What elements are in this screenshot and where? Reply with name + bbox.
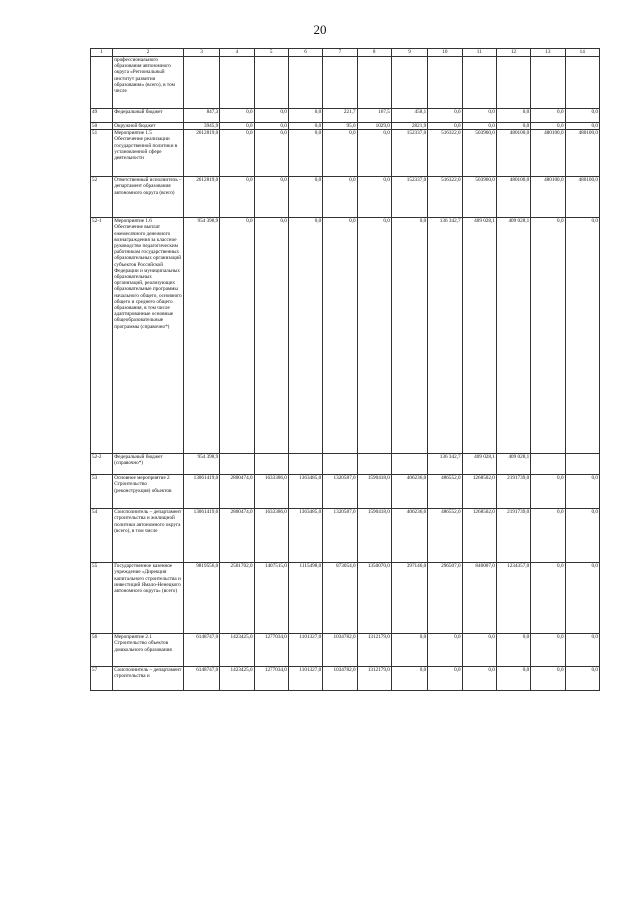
value-cell	[428, 57, 462, 109]
value-cell: 1363485,0	[288, 509, 322, 563]
column-number: 3	[183, 49, 219, 57]
column-number-row	[91, 49, 600, 57]
value-cell: 0,0	[254, 218, 288, 454]
value-cell: 1407515,0	[254, 563, 288, 634]
value-cell	[565, 454, 599, 475]
value-cell: 954 398,9	[183, 454, 219, 475]
value-cell: 1350070,0	[357, 563, 391, 634]
value-cell: 9819556,0	[183, 563, 219, 634]
value-cell: 136 342,7	[428, 218, 462, 454]
row-number: 49	[91, 109, 113, 123]
column-number: 8	[357, 49, 391, 57]
row-name: Ответственный исполнитель – департамент образования автономного округа (всего)	[113, 177, 184, 218]
value-cell: 486552,0	[428, 475, 462, 509]
value-cell: 1268502,0	[462, 509, 496, 563]
value-cell: 480100,0	[531, 130, 565, 177]
value-cell: 873054,0	[323, 563, 357, 634]
value-cell	[220, 57, 254, 109]
value-cell: 480100,0	[565, 177, 599, 218]
value-cell: 486552,0	[428, 509, 462, 563]
value-cell: 409 028,1	[462, 218, 496, 454]
value-cell: 406236,0	[391, 475, 427, 509]
row-name: Основное мероприятие 2 Строительство (реконструкция) объектов	[113, 475, 184, 509]
value-cell	[531, 57, 565, 109]
value-cell: 0,0	[428, 123, 462, 130]
row-number: 52-1	[91, 218, 113, 454]
value-cell: 2191739,0	[496, 475, 530, 509]
value-cell: 0,0	[220, 109, 254, 123]
value-cell: 1034782,0	[323, 634, 357, 667]
table-row	[91, 218, 600, 454]
value-cell: 0,0	[357, 130, 391, 177]
value-cell: 0,0	[531, 109, 565, 123]
row-name: Соисполнитель – департамент строительства и жилищной политики автономного округа (всего), в том числе	[113, 509, 184, 563]
value-cell: 0,0	[531, 218, 565, 454]
value-cell	[220, 454, 254, 475]
value-cell	[391, 57, 427, 109]
value-cell	[288, 454, 322, 475]
value-cell: 516322,0	[428, 130, 462, 177]
value-cell: 0,0	[565, 218, 599, 454]
row-name: профессионального образования автономного округа «Региональный институт развития образования» (всего), в том числе	[113, 57, 184, 109]
value-cell: 0,0	[496, 634, 530, 667]
value-cell: 1320587,0	[323, 475, 357, 509]
value-cell: 0,0	[531, 123, 565, 130]
table-row	[91, 109, 600, 123]
value-cell: 0,0	[391, 634, 427, 667]
row-number	[91, 57, 113, 109]
value-cell: 0,0	[391, 218, 427, 454]
value-cell: 95,0	[323, 123, 357, 130]
value-cell: 1590418,0	[357, 475, 391, 509]
value-cell: 0,0	[288, 109, 322, 123]
value-cell: 152337,0	[391, 130, 427, 177]
row-name: Окружной бюджет	[113, 123, 184, 130]
column-number: 14	[565, 49, 599, 57]
value-cell: 0,0	[357, 218, 391, 454]
table-row	[91, 177, 600, 218]
value-cell: 0,0	[357, 177, 391, 218]
value-cell	[288, 57, 322, 109]
row-name: Мероприятие 2.1 Строительство объектов дошкольного образования	[113, 634, 184, 667]
row-name: Мероприятие 1.6 Обеспечение выплат ежемесячного денежного вознаграждения за классное руководство педагогическим работникам государственных образовательных организаций субъектов Российской Федерации и муниципальных образовательных организаций, реализующих образовательные программы начального общего, основного общего и среднего общего образования, в том числе адаптированные основные общеобразовательные программы (справочно*)	[113, 218, 184, 454]
value-cell: 1277034,0	[254, 667, 288, 691]
value-cell: 0,0	[531, 475, 565, 509]
value-cell: 0,0	[531, 667, 565, 691]
value-cell: 0,0	[288, 177, 322, 218]
value-cell: 3945,9	[183, 123, 219, 130]
value-cell: 840007,0	[462, 563, 496, 634]
value-cell: 0,0	[462, 667, 496, 691]
value-cell: 0,0	[254, 109, 288, 123]
table-row	[91, 130, 600, 177]
value-cell: 406236,0	[391, 509, 427, 563]
value-cell: 13061419,0	[183, 509, 219, 563]
value-cell: 954 398,9	[183, 218, 219, 454]
row-name: Федеральный бюджет	[113, 109, 184, 123]
value-cell: 480100,0	[496, 177, 530, 218]
value-cell: 1277034,0	[254, 634, 288, 667]
table-row	[91, 123, 600, 130]
value-cell: 0,0	[462, 123, 496, 130]
value-cell: 0,0	[565, 123, 599, 130]
row-number: 52	[91, 177, 113, 218]
value-cell: 0,0	[496, 109, 530, 123]
table-row	[91, 667, 600, 691]
value-cell: 1029,0	[357, 123, 391, 130]
value-cell: 0,0	[220, 177, 254, 218]
column-number: 6	[288, 49, 322, 57]
value-cell: 2800474,0	[220, 509, 254, 563]
value-cell	[357, 454, 391, 475]
value-cell: 516322,0	[428, 177, 462, 218]
value-cell: 2612819,0	[183, 130, 219, 177]
value-cell: 409 028,1	[496, 218, 530, 454]
value-cell: 409 028,1	[496, 454, 530, 475]
value-cell: 1633386,0	[254, 509, 288, 563]
row-number: 55	[91, 563, 113, 634]
row-number: 56	[91, 634, 113, 667]
value-cell: 1423425,0	[220, 667, 254, 691]
row-number: 52-2	[91, 454, 113, 475]
column-number: 12	[496, 49, 530, 57]
value-cell: 1423425,0	[220, 634, 254, 667]
value-cell: 2612819,0	[183, 177, 219, 218]
value-cell: 409 028,1	[462, 454, 496, 475]
value-cell: 1312179,0	[357, 667, 391, 691]
value-cell: 152337,0	[391, 177, 427, 218]
value-cell: 0,0	[565, 475, 599, 509]
column-number: 9	[391, 49, 427, 57]
value-cell: 1115498,0	[288, 563, 322, 634]
value-cell: 0,0	[565, 109, 599, 123]
value-cell: 0,0	[391, 667, 427, 691]
value-cell: 1101327,0	[288, 667, 322, 691]
value-cell: 0,0	[323, 130, 357, 177]
value-cell: 0,0	[565, 563, 599, 634]
value-cell: 0,0	[496, 667, 530, 691]
value-cell: 0,0	[288, 123, 322, 130]
table-row	[91, 509, 600, 563]
value-cell: 1633386,0	[254, 475, 288, 509]
value-cell: 480100,0	[531, 177, 565, 218]
value-cell: 1312179,0	[357, 634, 391, 667]
table-row	[91, 57, 600, 109]
value-cell: 458,1	[391, 109, 427, 123]
value-cell: 2800474,0	[220, 475, 254, 509]
value-cell: 6148747,0	[183, 667, 219, 691]
value-cell: 0,0	[565, 634, 599, 667]
value-cell: 6148747,0	[183, 634, 219, 667]
table-row	[91, 454, 600, 475]
row-number: 53	[91, 475, 113, 509]
value-cell: 847,3	[183, 109, 219, 123]
value-cell: 1234357,0	[496, 563, 530, 634]
value-cell	[462, 57, 496, 109]
value-cell: 1363485,0	[288, 475, 322, 509]
value-cell	[391, 454, 427, 475]
value-cell: 397146,0	[391, 563, 427, 634]
table-row	[91, 634, 600, 667]
row-name: Государственное казенное учреждение «Дирекция капитального строительства и инвестиций Ямало-Ненецкого автономного округа» (всего)	[113, 563, 184, 634]
row-number: 57	[91, 667, 113, 691]
value-cell: 2501702,0	[220, 563, 254, 634]
value-cell	[531, 454, 565, 475]
column-number: 11	[462, 49, 496, 57]
value-cell: 167,5	[357, 109, 391, 123]
value-cell: 0,0	[428, 667, 462, 691]
value-cell: 480100,0	[496, 130, 530, 177]
value-cell	[357, 57, 391, 109]
budget-table	[90, 48, 600, 691]
value-cell: 0,0	[462, 634, 496, 667]
value-cell: 2821,9	[391, 123, 427, 130]
value-cell: 0,0	[565, 667, 599, 691]
value-cell: 0,0	[531, 634, 565, 667]
value-cell: 221,7	[323, 109, 357, 123]
value-cell: 136 342,7	[428, 454, 462, 475]
row-name: Мероприятие 1.5 Обеспечение реализации государственной политики в установленной сфере деятельности	[113, 130, 184, 177]
value-cell: 1590418,0	[357, 509, 391, 563]
value-cell: 0,0	[288, 218, 322, 454]
row-name: Федеральный бюджет (справочно*)	[113, 454, 184, 475]
column-number: 13	[531, 49, 565, 57]
value-cell	[254, 57, 288, 109]
value-cell: 0,0	[254, 177, 288, 218]
column-number: 7	[323, 49, 357, 57]
value-cell	[323, 57, 357, 109]
row-number: 50	[91, 123, 113, 130]
value-cell: 1268502,0	[462, 475, 496, 509]
value-cell: 0,0	[323, 218, 357, 454]
value-cell: 0,0	[323, 177, 357, 218]
value-cell: 1320587,0	[323, 509, 357, 563]
value-cell: 503960,0	[462, 177, 496, 218]
column-number: 4	[220, 49, 254, 57]
value-cell: 0,0	[565, 509, 599, 563]
value-cell	[496, 57, 530, 109]
value-cell	[323, 454, 357, 475]
column-number: 1	[91, 49, 113, 57]
column-number: 5	[254, 49, 288, 57]
value-cell: 13061419,0	[183, 475, 219, 509]
table-row	[91, 563, 600, 634]
value-cell: 0,0	[288, 130, 322, 177]
value-cell: 2191739,0	[496, 509, 530, 563]
column-number: 2	[113, 49, 184, 57]
value-cell: 0,0	[220, 218, 254, 454]
value-cell: 0,0	[220, 130, 254, 177]
value-cell: 1101327,0	[288, 634, 322, 667]
value-cell	[254, 454, 288, 475]
value-cell: 0,0	[254, 130, 288, 177]
row-number: 54	[91, 509, 113, 563]
page-number: 20	[313, 22, 327, 37]
value-cell	[565, 57, 599, 109]
column-number: 10	[428, 49, 462, 57]
value-cell: 480100,0	[565, 130, 599, 177]
table-row	[91, 475, 600, 509]
value-cell: 0,0	[254, 123, 288, 130]
value-cell: 0,0	[220, 123, 254, 130]
value-cell: 296507,0	[428, 563, 462, 634]
value-cell: 0,0	[531, 509, 565, 563]
value-cell: 503960,0	[462, 130, 496, 177]
value-cell	[183, 57, 219, 109]
value-cell: 0,0	[428, 109, 462, 123]
value-cell: 1034782,0	[323, 667, 357, 691]
value-cell: 0,0	[428, 634, 462, 667]
value-cell: 0,0	[462, 109, 496, 123]
row-number: 51	[91, 130, 113, 177]
value-cell: 0,0	[531, 563, 565, 634]
value-cell: 0,0	[496, 123, 530, 130]
row-name: Соисполнитель – департамент строительства и	[113, 667, 184, 691]
